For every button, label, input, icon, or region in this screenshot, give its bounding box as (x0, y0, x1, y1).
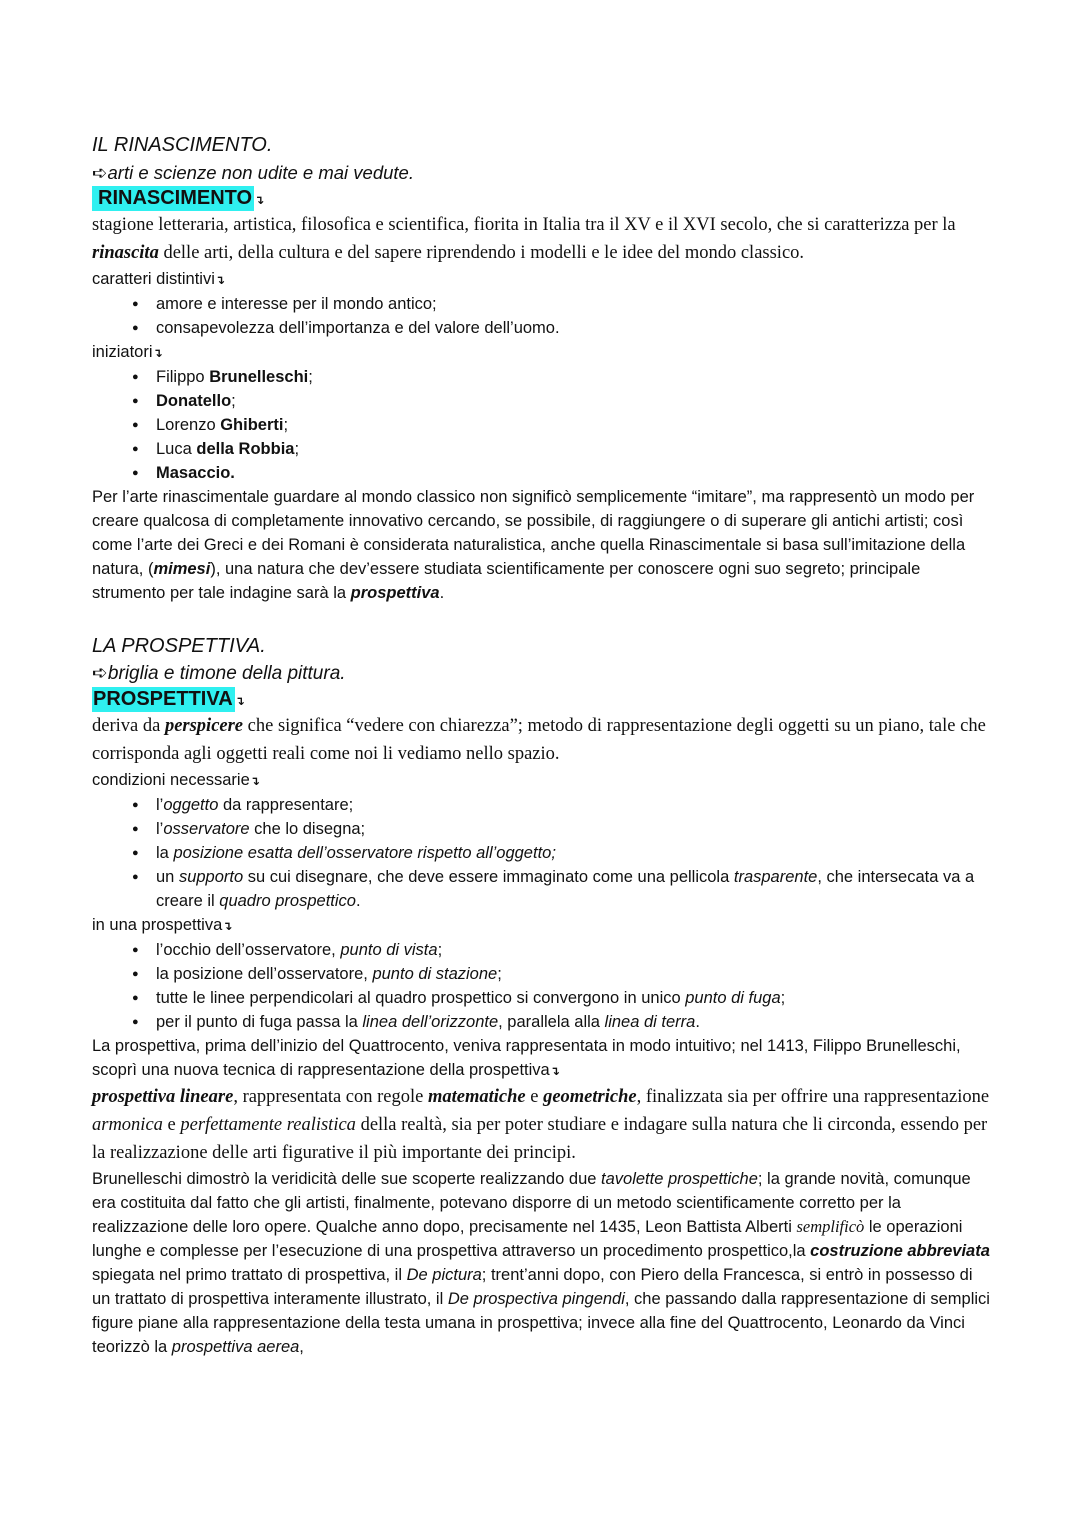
quote-rinascimento: ➪arti e scienze non udite e mai vedute. (92, 162, 414, 183)
keyword-prospettiva: PROSPETTIVA ↴ (93, 688, 245, 710)
paragraph-brunelleschi: Brunelleschi dimostrò la veridicità delle sue scoperte realizzando due tavolette prospettiche; la grande novità, comunque era costituita dal fatto che gli artisti, finalmente, potevano disporre di un metodo scientificamente corretto per la realizzazione delle loro opere. Qualche anno dopo, precisamente nel 1435, Leon Battista Alberti semplificò le operazioni lunghe e complesse per l’esecuzione di una prospettiva attraverso un procedimento prospettico,la costruzione abbreviata spiegata nel primo trattato di prospettiva, il De pictura; trent’anni dopo, con Piero della Francesca, si entrò in possesso di un trattato di prospettiva interamente illustrato, il De prospectiva pingendi, che passando dalla rappresentazione di semplici figure piane alla rappresentazione della testa umana in prospettiva; invece alla fine del Quattrocento, Leonardo da Vinci teorizzò la prospettiva aerea, (92, 1170, 990, 1356)
list-condizioni (92, 793, 992, 913)
list-item: ● per il punto di fuga passa la linea dell’orizzonte, parallela alla linea di terra. (156, 1010, 992, 1034)
list-item: ● tutte le linee perpendicolari al quadro prospettico si convergono in unico punto di fuga; (156, 986, 992, 1010)
arrow-icon: ➪ (92, 663, 108, 684)
section-title-prospettiva: LA PROSPETTIVA. (92, 635, 266, 657)
down-right-arrow-icon: ↴ (549, 1064, 560, 1078)
label-condizioni: condizioni necessarie↴ (92, 771, 260, 789)
list-item: ● l’occhio dell’osservatore, punto di vista; (156, 938, 992, 962)
list-item: ● l’osservatore che lo disegna; (156, 817, 992, 841)
down-right-arrow-icon: ↴ (234, 694, 245, 708)
list-item: ● Luca della Robbia; (156, 437, 992, 461)
list-iniziatori (92, 365, 992, 485)
definition-rinascimento: stagione letteraria, artistica, filosofica e scientifica, fiorita in Italia tra il XV e il XVI secolo, che si caratterizza per la rinascita delle arti, della cultura e del sapere riprendendo i modelli e le idee del mondo classico. (92, 215, 956, 263)
list-item: ● la posizione dell’osservatore, punto di stazione; (156, 962, 992, 986)
list-item: ● Filippo Brunelleschi; (156, 365, 992, 389)
label-iniziatori: iniziatori↴ (92, 343, 163, 361)
paragraph-prospettiva-storia: La prospettiva, prima dell’inizio del Quattrocento, veniva rappresentata in modo intuitivo; nel 1413, Filippo Brunelleschi, scoprì una nuova tecnica di rappresentazione della prospettiva↴ (92, 1037, 961, 1079)
list-item: ● amore e interesse per il mondo antico; (156, 292, 992, 316)
list-item: ● Donatello; (156, 389, 992, 413)
down-right-arrow-icon: ↴ (152, 346, 163, 360)
label-caratteri: caratteri distintivi↴ (92, 270, 225, 288)
down-right-arrow-icon: ↴ (222, 919, 233, 933)
list-item: ● Lorenzo Ghiberti; (156, 413, 992, 437)
list-caratteri (92, 292, 992, 340)
list-item: ● la posizione esatta dell’osservatore rispetto all’oggetto; (156, 841, 992, 865)
definition-prospettiva: deriva da perspicere che significa “vedere con chiarezza”; metodo di rappresentazione degli oggetti su un piano, tale che corrisponda agli oggetti reali come noi li vediamo nello spazio. (92, 716, 986, 764)
label-in-una-prospettiva: in una prospettiva↴ (92, 916, 233, 934)
list-in-una-prospettiva (92, 938, 992, 1034)
paragraph-prospettiva-lineare: prospettiva lineare, rappresentata con regole matematiche e geometriche, finalizzata sia per offrire una rappresentazione armonica e perfettamente realistica della realtà, sia per poter studiare e indagare sulla natura che li circonda, essendo per la realizzazione delle arti figurative il più importante dei principi. (92, 1087, 990, 1163)
list-item: ● l’oggetto da rappresentare; (156, 793, 992, 817)
arrow-icon: ➪ (92, 162, 108, 183)
paragraph-arte-rinascimentale: Per l’arte rinascimentale guardare al mondo classico non significò semplicemente “imitare”, ma rappresentò un modo per creare qualcosa di completamente innovativo cercando, se possibile, di raggiungere o di superare gli antichi artisti; così come l’arte dei Greci e dei Romani è considerata naturalistica, anche quella Rinascimentale si basa sull’imitazione della natura, (mimesi), una natura che dev’essere studiata scientificamente per conoscere ogni suo segreto; principale strumento per tale indagine sarà la prospettiva. (92, 488, 975, 602)
list-item: ● Masaccio. (156, 461, 992, 485)
quote-prospettiva: ➪briglia e timone della pittura. (92, 663, 346, 684)
list-item: ● consapevolezza dell’importanza e del valore dell’uomo. (156, 316, 992, 340)
keyword-rinascimento: RINASCIMENTO ↴ (92, 186, 992, 211)
down-right-arrow-icon: ↴ (254, 193, 265, 207)
list-item: ● un supporto su cui disegnare, che deve essere immaginato come una pellicola trasparente, che intersecata va a creare il quadro prospettico. (156, 865, 992, 913)
section-title-rinascimento: IL RINASCIMENTO. (92, 134, 273, 156)
down-right-arrow-icon: ↴ (214, 273, 225, 287)
down-right-arrow-icon: ↴ (249, 774, 260, 788)
document-body (92, 0, 992, 1359)
